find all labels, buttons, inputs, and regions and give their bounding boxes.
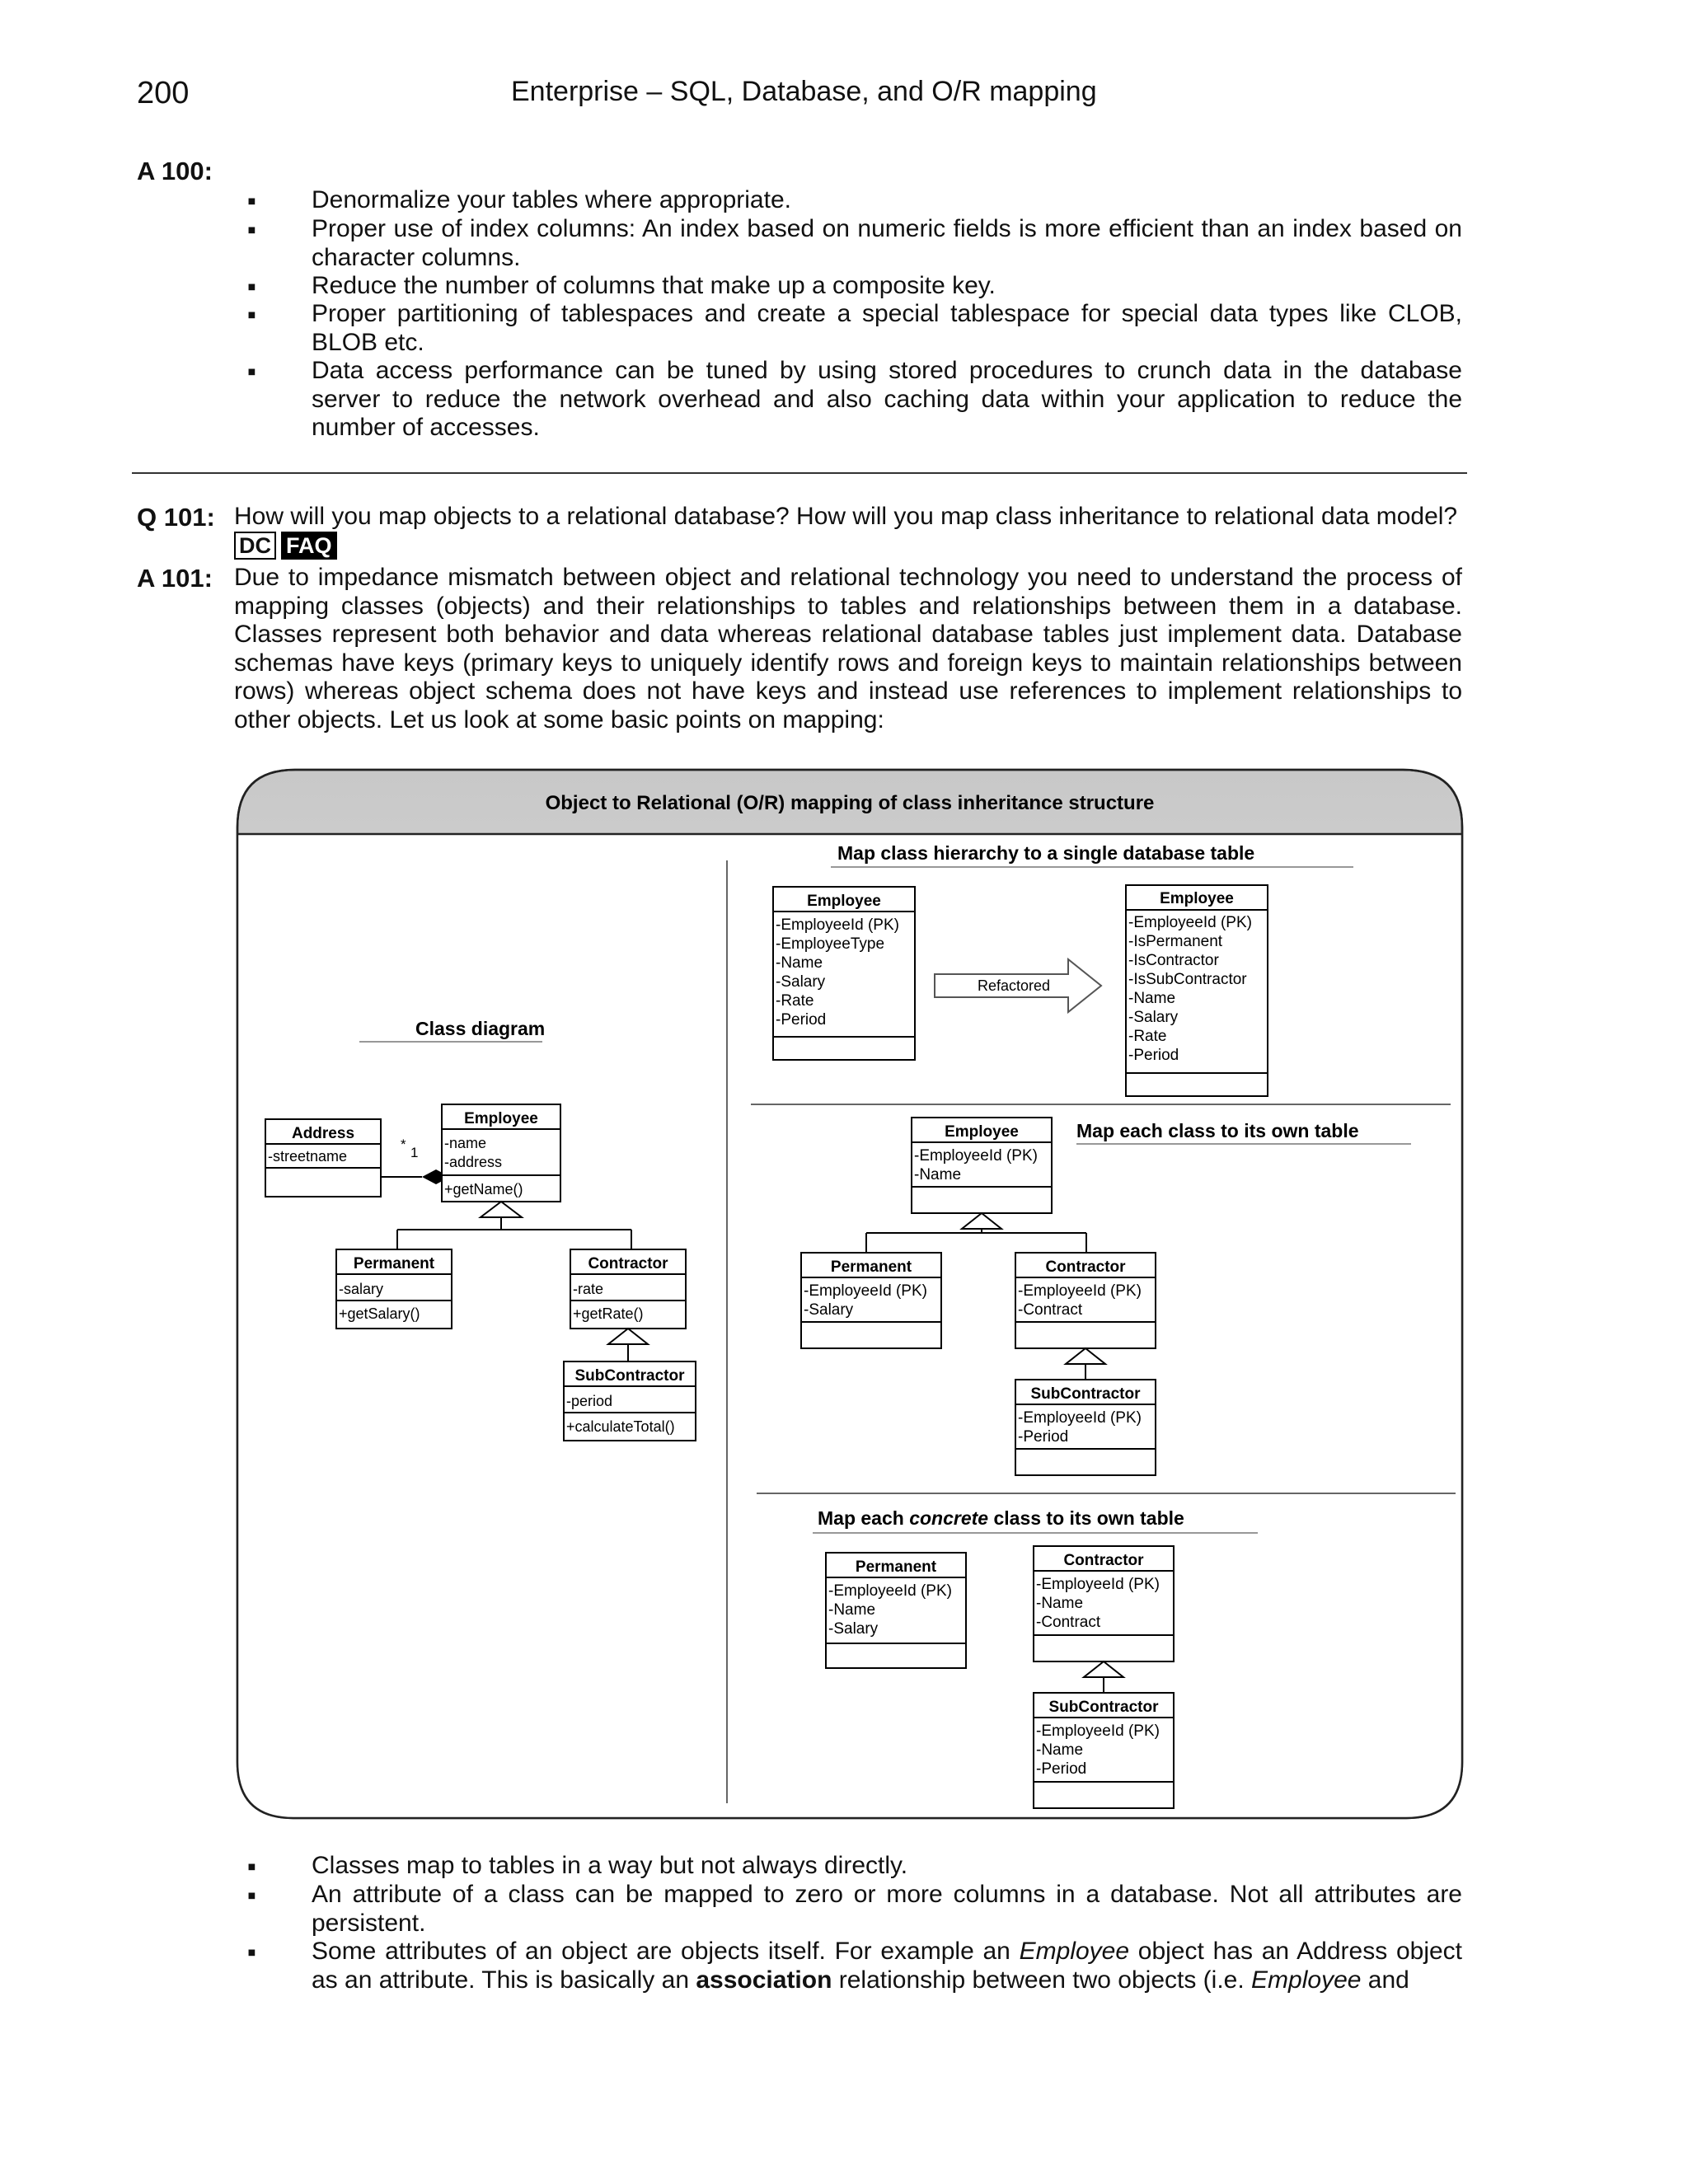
bottom-bullet-2: An attribute of a class can be mapped to zero or more columns in a database. Not all attributes are persistent. [312, 1881, 1462, 1937]
class-attribute: -name [444, 1135, 487, 1151]
class-name: SubContractor [574, 1367, 685, 1385]
table-column: -Salary [1128, 1009, 1179, 1026]
answer-label-101: A 101: [137, 564, 213, 593]
table-column: -EmployeeId (PK) [804, 1282, 927, 1300]
class-employee [442, 1104, 560, 1202]
text-run: and [1361, 1966, 1409, 1994]
class-method: +getSalary() [339, 1305, 420, 1322]
table-subcontractor [1015, 1380, 1156, 1475]
table-column: -EmployeeId (PK) [1128, 914, 1252, 931]
bullet-marker: ▪ [247, 1852, 256, 1881]
bullet-marker: ▪ [247, 357, 256, 386]
table-column: -Salary [776, 973, 826, 991]
table-column: -EmployeeId (PK) [1036, 1722, 1160, 1740]
bullet-marker: ▪ [247, 300, 256, 329]
class-name: Address [291, 1125, 355, 1142]
bullet-marker: ▪ [247, 1938, 256, 1966]
concrete-per-table-heading [818, 1507, 1184, 1529]
table-name: Permanent [855, 1558, 937, 1576]
class-method: +getRate() [573, 1305, 644, 1322]
question-body: How will you map objects to a relational database? How will you map class inheritance to relational data model? [234, 503, 1458, 530]
table-column: -EmployeeId (PK) [914, 1147, 1038, 1165]
question-label-101: Q 101: [137, 503, 215, 532]
heading-emphasis: concrete [909, 1507, 989, 1529]
table-column: -EmployeeId (PK) [1018, 1409, 1142, 1427]
a100-bullet-5: Data access performance can be tuned by using stored procedures to crunch data in the database server to reduce the network overhead and also caching data within your application to reduce the number of accesses. [312, 357, 1462, 441]
table-subcontractor-concrete [1034, 1693, 1174, 1808]
class-method: +getName() [444, 1181, 523, 1197]
table-name: Contractor [1063, 1552, 1144, 1569]
text-run: relationship between two objects (i.e. [832, 1966, 1252, 1994]
table-column: -Period [1128, 1047, 1179, 1064]
table-column: -EmployeeId (PK) [776, 916, 899, 934]
table-column: -Rate [776, 992, 814, 1010]
heading-part: class to its own table [988, 1507, 1184, 1529]
table-column: -Name [914, 1166, 962, 1183]
text-run: object has an Address object as an attribute. This is basically an [312, 1938, 1463, 1994]
table-column: -Name [776, 954, 823, 972]
bullet-marker: ▪ [247, 272, 256, 301]
table-column: -Salary [804, 1301, 854, 1319]
table-column: -IsSubContractor [1128, 971, 1247, 988]
table-column: -Name [1036, 1595, 1084, 1612]
table-column: -Rate [1128, 1028, 1167, 1045]
table-contractor [1015, 1253, 1156, 1348]
class-attribute: -address [444, 1154, 503, 1170]
table-employee [912, 1118, 1052, 1213]
multiplicity-many: * [401, 1137, 406, 1152]
table-column: -Contract [1036, 1614, 1101, 1631]
multiplicity-one: 1 [410, 1145, 419, 1160]
heading-part: Map each [818, 1507, 910, 1529]
or-mapping-figure [236, 768, 1464, 1820]
text-emphasis: Employee [1019, 1938, 1130, 1965]
table-column: -Name [1128, 990, 1176, 1007]
class-attribute: -rate [573, 1281, 604, 1297]
table-column: -Period [776, 1011, 827, 1029]
tag-faq: FAQ [281, 532, 337, 560]
class-diagram-heading: Class diagram [415, 1018, 546, 1039]
class-name: Permanent [353, 1255, 435, 1272]
table-name: SubContractor [1048, 1699, 1159, 1716]
table-name: Employee [945, 1123, 1019, 1141]
single-table-heading: Map class hierarchy to a single database table [837, 842, 1255, 864]
bullet-marker: ▪ [247, 1881, 256, 1910]
table-column: -Contract [1018, 1301, 1083, 1319]
class-attribute: -streetname [268, 1148, 348, 1165]
text-strong: association [696, 1966, 832, 1994]
a100-bullet-1: Denormalize your tables where appropriate. [312, 186, 791, 213]
a100-bullet-4: Proper partitioning of tablespaces and create a special tablespace for special data types like CLOB, BLOB etc. [312, 300, 1462, 356]
bottom-bullet-3 [312, 1938, 1462, 1994]
answer-text: Due to impedance mismatch between object and relational technology you need to understand the process of mapping classes (objects) and their relationships to tables and relationships between them in a database. Classes represent both behavior and data whereas relational database tables just implement data. Database schemas have keys (primary keys to uniquely identify rows and foreign keys to maintain relationships between rows) whereas object schema does not have keys and instead use references to implement relationships to other objects. Let us look at some basic points on mapping: [234, 564, 1462, 733]
page-number: 200 [137, 76, 190, 110]
arrow-label: Refactored [978, 977, 1051, 994]
bottom-bullet-1: Classes map to tables in a way but not always directly. [312, 1852, 908, 1879]
table-name: SubContractor [1030, 1385, 1141, 1403]
class-name: Contractor [588, 1255, 668, 1272]
table-column: -Salary [828, 1620, 879, 1638]
class-per-table-heading: Map each class to its own table [1076, 1120, 1359, 1141]
table-name: Employee [807, 893, 881, 910]
class-method: +calculateTotal() [566, 1418, 675, 1435]
table-permanent-concrete [826, 1553, 966, 1668]
class-permanent [336, 1249, 452, 1329]
table-column: -Period [1036, 1760, 1087, 1778]
table-employee-before [773, 887, 915, 1060]
answer-label-100: A 100: [137, 157, 213, 185]
class-attribute: -period [566, 1393, 613, 1409]
class-attribute: -salary [339, 1281, 384, 1297]
figure-title: Object to Relational (O/R) mapping of class inheritance structure [545, 792, 1155, 814]
class-name: Employee [464, 1110, 538, 1127]
table-column: -IsPermanent [1128, 933, 1223, 950]
class-address [265, 1119, 381, 1197]
table-column: -IsContractor [1128, 952, 1219, 969]
a100-bullet-2: Proper use of index columns: An index based on numeric fields is more efficient than an index based on character columns. [312, 215, 1462, 271]
table-permanent [801, 1253, 941, 1348]
table-column: -EmployeeId (PK) [1018, 1282, 1142, 1300]
table-column: -EmployeeType [776, 935, 885, 953]
bullet-marker: ▪ [247, 186, 256, 215]
section-divider [132, 472, 1467, 474]
class-contractor [570, 1249, 686, 1329]
running-title: Enterprise – SQL, Database, and O/R mapping [511, 76, 1097, 107]
question-text [234, 503, 1462, 560]
table-column: -EmployeeId (PK) [1036, 1576, 1160, 1593]
table-column: -EmployeeId (PK) [828, 1582, 952, 1600]
table-name: Contractor [1045, 1258, 1126, 1276]
class-subcontractor [564, 1361, 696, 1441]
text-run: Some attributes of an object are objects itself. For example an [312, 1938, 1020, 1965]
table-name: Permanent [830, 1258, 912, 1276]
text-emphasis: Employee [1251, 1966, 1362, 1994]
table-contractor-concrete [1034, 1546, 1174, 1661]
table-column: -Period [1018, 1428, 1069, 1446]
table-column: -Name [1036, 1741, 1084, 1759]
a100-bullet-3: Reduce the number of columns that make up a composite key. [312, 272, 996, 299]
table-name: Employee [1160, 890, 1234, 907]
table-employee-after [1126, 885, 1268, 1096]
bullet-marker: ▪ [247, 215, 256, 244]
tag-dc: DC [234, 532, 276, 560]
table-column: -Name [828, 1601, 876, 1619]
